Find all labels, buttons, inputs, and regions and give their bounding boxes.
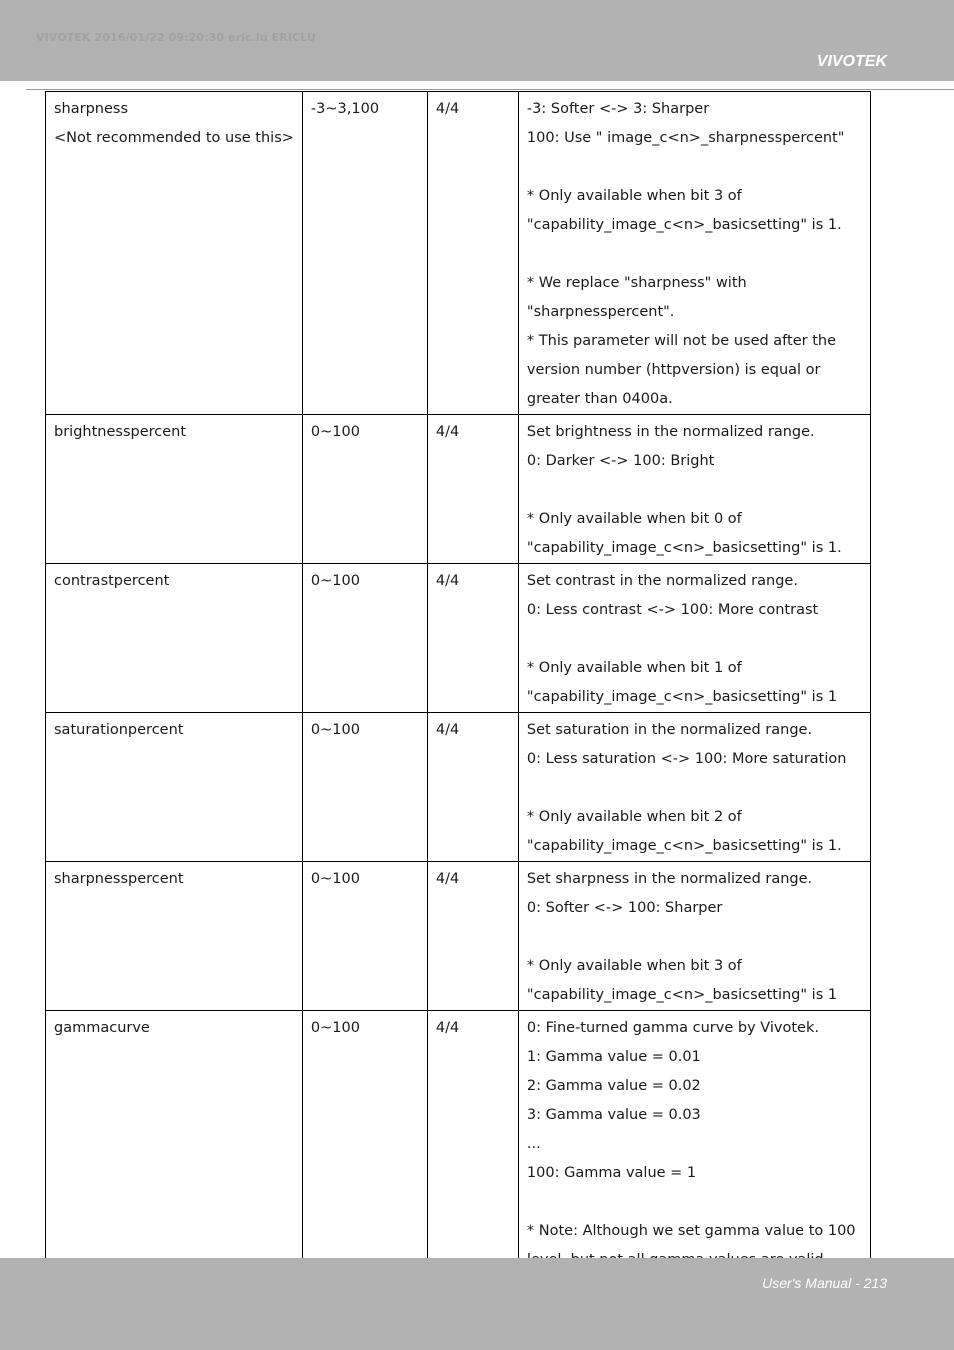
description-line: * Only available when bit 3 of (526, 188, 742, 204)
description-line: 0: Fine-turned gamma curve by Vivotek. (526, 1020, 819, 1036)
description-line: "capability_image_c<n>_basicsetting" is 1. (526, 217, 842, 233)
parameter-name-line: sharpnesspercent (54, 871, 184, 887)
table-row (46, 564, 871, 713)
description-line: * This parameter will not be used after the (526, 333, 837, 349)
description-line: * Only available when bit 2 of (526, 809, 742, 825)
value-range-cell (302, 1011, 427, 1276)
description-line: Set brightness in the normalized range. (526, 424, 815, 440)
parameter-name-cell (46, 862, 303, 1011)
description-line: "capability_image_c<n>_basicsetting" is 1 (526, 987, 838, 1003)
description-line: * Only available when bit 0 of (526, 511, 742, 527)
table-row (46, 713, 871, 862)
description-line: * Only available when bit 3 of (526, 958, 742, 974)
parameter-name-cell (46, 564, 303, 713)
value-range-cell (302, 564, 427, 713)
value-range-cell (302, 92, 427, 415)
description-line: * Note: Although we set gamma value to 100 (526, 1223, 856, 1239)
security-level-text: 4/4 (435, 871, 460, 887)
value-range-text: 0~100 (310, 424, 360, 440)
brand-logo-text: VIVOTEK (816, 53, 887, 70)
table-row (46, 415, 871, 564)
description-line: 1: Gamma value = 0.01 (526, 1049, 701, 1065)
description-line: version number (httpversion) is equal or (526, 362, 821, 378)
description-cell (518, 713, 870, 862)
parameter-name-cell (46, 415, 303, 564)
description-line: Set saturation in the normalized range. (526, 722, 813, 738)
table-row (46, 862, 871, 1011)
description-cell (518, 1011, 870, 1276)
security-level-text: 4/4 (435, 573, 460, 589)
description-line: * Only available when bit 1 of (526, 660, 742, 676)
description-line: "capability_image_c<n>_basicsetting" is 1. (526, 540, 842, 556)
value-range-cell (302, 862, 427, 1011)
description-cell (518, 415, 870, 564)
parameter-name-cell (46, 1011, 303, 1276)
security-level-text: 4/4 (435, 424, 460, 440)
parameter-name-line: contrastpercent (54, 573, 170, 589)
page-footer (0, 1258, 954, 1350)
security-cell (427, 415, 518, 564)
value-range-cell (302, 713, 427, 862)
description-line: Set contrast in the normalized range. (526, 573, 798, 589)
parameter-name-cell (46, 713, 303, 862)
security-cell (427, 713, 518, 862)
description-line: 0: Less contrast <-> 100: More contrast (526, 602, 819, 618)
page-number: User's Manual - 213 (762, 1275, 887, 1291)
security-cell (427, 564, 518, 713)
parameter-name-line: saturationpercent (54, 722, 184, 738)
description-line: * We replace "sharpness" with (526, 275, 747, 291)
security-cell (427, 862, 518, 1011)
parameter-name-cell (46, 92, 303, 415)
description-cell (518, 564, 870, 713)
description-line: 100: Use " image_c<n>_sharpnesspercent" (526, 130, 845, 146)
value-range-text: 0~100 (310, 871, 360, 887)
parameter-name-line: gammacurve (54, 1020, 150, 1036)
security-cell (427, 1011, 518, 1276)
description-line: "capability_image_c<n>_basicsetting" is 1 (526, 689, 838, 705)
table-row (46, 92, 871, 415)
value-range-text: 0~100 (310, 573, 360, 589)
value-range-text: -3~3,100 (310, 101, 380, 117)
description-line: Set sharpness in the normalized range. (526, 871, 813, 887)
description-line (527, 476, 862, 505)
parameter-name-line: brightnesspercent (54, 424, 187, 440)
description-line (527, 240, 862, 269)
description-line: ... (526, 1136, 541, 1152)
value-range-text: 0~100 (310, 722, 360, 738)
description-cell (518, 862, 870, 1011)
description-line (527, 625, 862, 654)
security-level-text: 4/4 (435, 1020, 460, 1036)
parameter-name-line: sharpness (54, 101, 129, 117)
value-range-text: 0~100 (310, 1020, 360, 1036)
description-line (527, 1188, 862, 1217)
security-level-text: 4/4 (435, 101, 460, 117)
parameter-name-line: <Not recommended to use this> (54, 130, 294, 146)
description-line: 100: Gamma value = 1 (526, 1165, 697, 1181)
description-cell (518, 92, 870, 415)
header-watermark: VIVOTEK 2016/01/22 09:20:30 eric.lu ERICLU (36, 31, 316, 44)
description-line: 2: Gamma value = 0.02 (526, 1078, 701, 1094)
description-line: 0: Darker <-> 100: Bright (526, 453, 715, 469)
description-line: 3: Gamma value = 0.03 (526, 1107, 701, 1123)
parameter-table (45, 91, 871, 1276)
security-cell (427, 92, 518, 415)
description-line: -3: Softer <-> 3: Sharper (526, 101, 710, 117)
value-range-cell (302, 415, 427, 564)
description-line: greater than 0400a. (526, 391, 673, 407)
description-line: "sharpnesspercent". (526, 304, 675, 320)
description-line (527, 923, 862, 952)
page-header (0, 0, 954, 81)
header-divider (26, 89, 954, 90)
description-line: 0: Less saturation <-> 100: More saturation (526, 751, 847, 767)
table-row (46, 1011, 871, 1276)
description-line: "capability_image_c<n>_basicsetting" is 1. (526, 838, 842, 854)
description-line (527, 153, 862, 182)
description-line: 0: Softer <-> 100: Sharper (526, 900, 723, 916)
security-level-text: 4/4 (435, 722, 460, 738)
description-line (527, 774, 862, 803)
